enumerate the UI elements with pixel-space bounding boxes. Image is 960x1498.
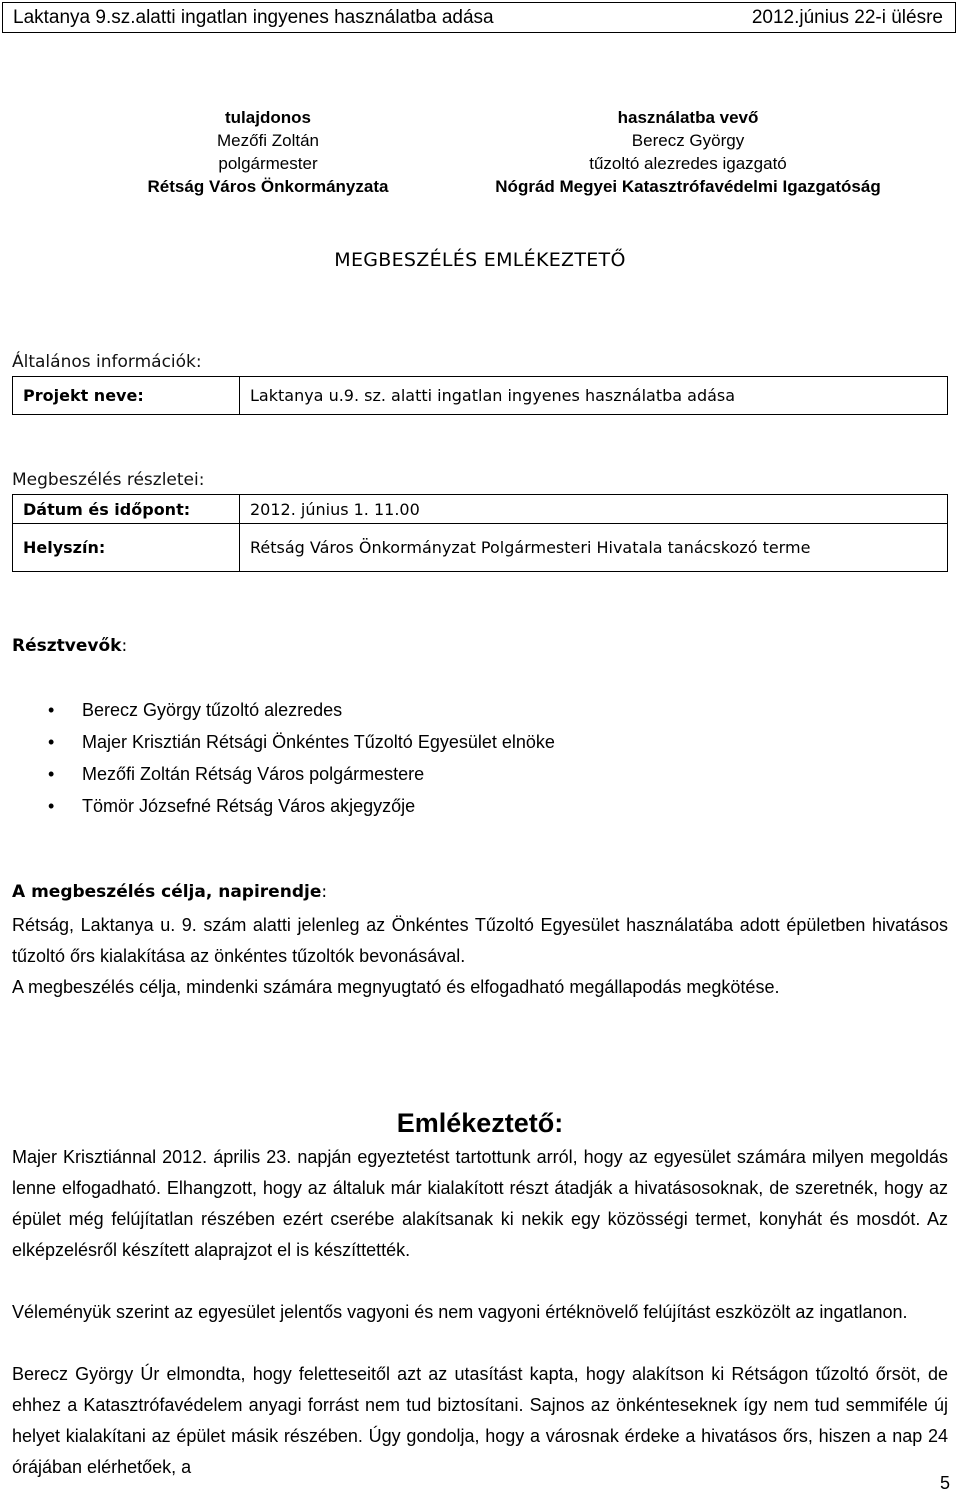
user-name: Berecz György [631, 131, 745, 150]
owner-name: Mezőfi Zoltán [216, 131, 320, 150]
goal-heading-text: A megbeszélés célja, napirendje [12, 882, 322, 902]
owner-org: Rétság Város Önkormányzata [147, 177, 389, 196]
place-label: Helyszín: [13, 524, 240, 572]
project-value: Laktanya u.9. sz. alatti ingatlan ingyenes használatba adása [240, 377, 948, 415]
owner-title: polgármester [218, 154, 318, 173]
goal-paragraph-1: Rétság, Laktanya u. 9. szám alatti jelenleg az Önkéntes Tűzoltó Egyesület használatába adott épületben hivatásos tűzoltó őrs kialakítása az önkéntes tűzoltók bevonásával. [12, 915, 948, 966]
header-meeting-date: 2012.június 22-i ülésre [751, 6, 943, 28]
general-info-heading: Általános információk: [12, 352, 202, 372]
list-item: • Tömör Józsefné Rétság Város akjegyzője [48, 790, 555, 822]
user-org: Nógrád Megyei Katasztrófavédelmi Igazgatóság [495, 177, 881, 196]
date-value: 2012. június 1. 11.00 [240, 495, 948, 524]
owner-party [118, 106, 418, 198]
memo-paragraph-2: Véleményük szerint az egyesület jelentős vagyoni és nem vagyoni értéknövelő felújítást eszközölt az ingatlanon. [12, 1302, 908, 1322]
goal-heading-colon: : [321, 882, 328, 902]
list-item: • Majer Krisztián Rétsági Önkéntes Tűzoltó Egyesület elnöke [48, 726, 555, 758]
user-party [468, 106, 908, 198]
details-table [12, 494, 948, 572]
user-title: tűzoltó alezredes igazgató [589, 154, 787, 173]
list-item: • Mezőfi Zoltán Rétság Város polgármestere [48, 758, 555, 790]
project-label: Projekt neve: [13, 377, 240, 415]
memo-paragraph-1: Majer Krisztiánnal 2012. április 23. napján egyeztetést tartottunk arról, hogy az egyesület számára milyen megoldás lenne elfogadható. Elhangzott, hogy az általuk már kialakított részt átadják a hivatásosoknak, de szeretnék, hogy az épület még felújítatlan részében ezért cserébe alakítsanak ki nekik egy közösségi termet, konyhát és mosdót. Az elképzelésről készített alaprajzot el is készíttették. [12, 1147, 948, 1260]
user-heading: használatba vevő [617, 108, 759, 127]
goal-heading [12, 882, 327, 902]
details-heading: Megbeszélés részletei: [12, 470, 205, 490]
participants-heading-text: Résztvevők [12, 636, 122, 656]
project-table [12, 376, 948, 415]
participants-heading-colon: : [121, 636, 128, 656]
memo-paragraph-3: Berecz György Úr elmondta, hogy feletteseitől azt az utasítást kapta, hogy alakítson ki Rétságon tűzoltó őrsöt, de ehhez a Katasztrófavédelem anyagi forrást nem tud biztosítani. Sajnos az önkénteseknek így nem tud semmiféle új helyet kialakítani az épület másik részében. Úgy gondolja, hogy a városnak érdeke a hivatásos őrs, hiszen a nap 24 órájában elérhetőek, a [12, 1364, 948, 1477]
participants-list [48, 694, 555, 822]
memo-title: MEGBESZÉLÉS EMLÉKEZTETŐ [334, 249, 626, 271]
header-title: Laktanya 9.sz.alatti ingatlan ingyenes használatba adása [13, 6, 494, 28]
page-number: 5 [939, 1473, 950, 1493]
place-value: Rétság Város Önkormányzat Polgármesteri Hivatala tanácskozó terme [240, 524, 948, 572]
owner-heading: tulajdonos [225, 108, 311, 127]
memo-section-title: Emlékeztető: [396, 1108, 564, 1138]
list-item: • Berecz György tűzoltó alezredes [48, 694, 555, 726]
date-label: Dátum és időpont: [13, 495, 240, 524]
page-header [2, 2, 956, 33]
participants-heading [12, 636, 127, 656]
goal-paragraph-2: A megbeszélés célja, mindenki számára megnyugtató és elfogadható megállapodás megkötése. [12, 977, 780, 997]
